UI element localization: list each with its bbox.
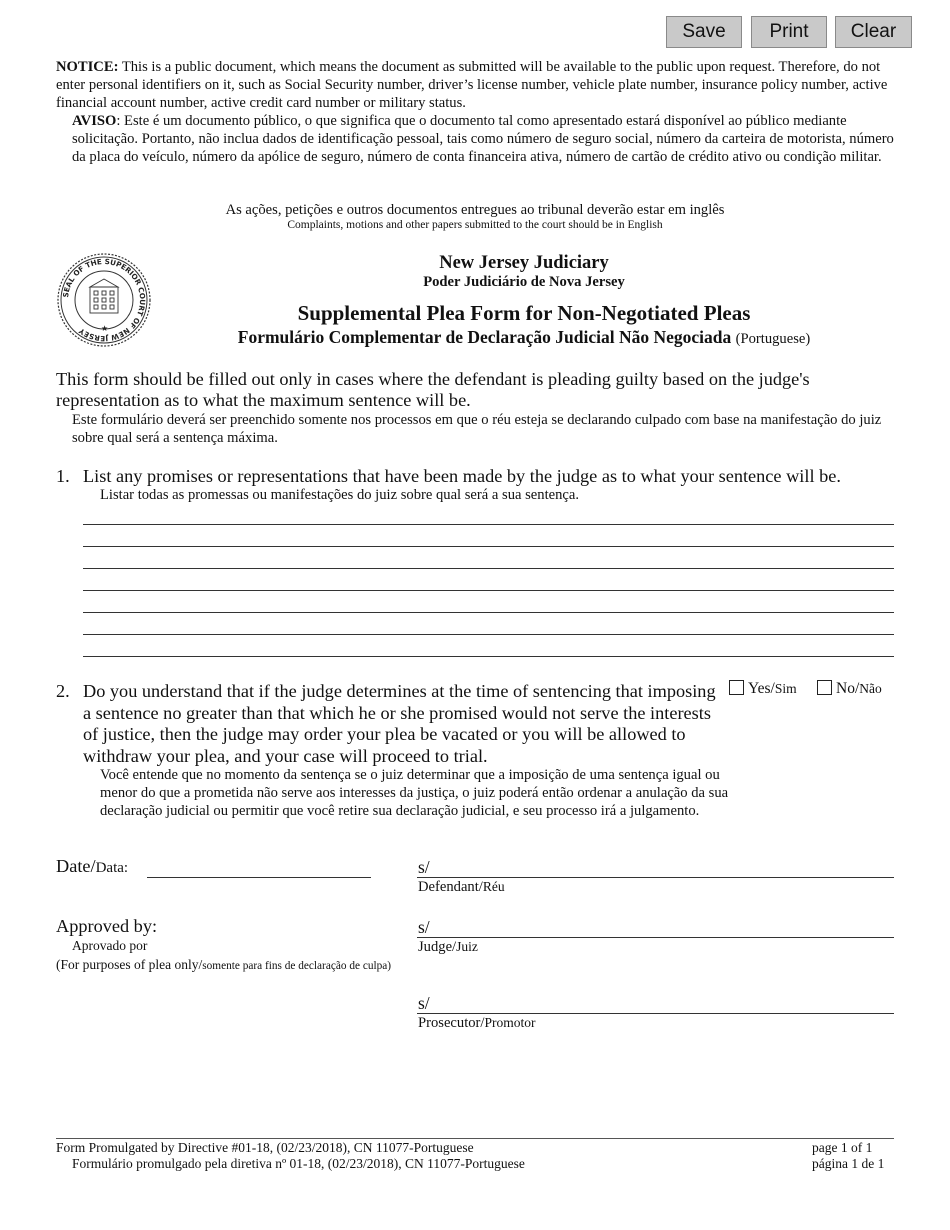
aviso-label: AVISO: [72, 113, 117, 129]
no-label-pt: Não: [859, 681, 882, 696]
clear-button[interactable]: Clear: [835, 16, 912, 48]
language-note-pt: As ações, petições e outros documentos entregues ao tribunal deverão estar em inglês: [225, 202, 725, 218]
aviso-text: : Este é um documento público, o que significa que o documento tal como apresentado estará disponível ao público mediante solicitação. Portanto, não inclua dados de identificação pessoal, tais como número de seguro social, número da carteira de motorista, número da placa do veículo, número da apólice de seguro, número de conta financeira ativa, número de cartão de crédito ativo ou condição militar.: [72, 113, 894, 165]
aviso-paragraph: [72, 112, 902, 166]
language-note-en: Complaints, motions and other papers submitted to the court should be in English: [287, 219, 663, 231]
answer-line-3[interactable]: [83, 568, 894, 569]
q2-text-pt: Você entende que no momento da sentença se o juiz determinar que a imposição de uma sentença igual ou menor do que a prometida não serve aos interesses da justiça, o juiz poderá então ordenar a anulação da sua declaração judicial ou permitir que você retire sua declaração judicial, e seu processo irá a julgamento.: [100, 767, 729, 819]
q2-text: Do you understand that if the judge determines at the time of sentencing that imposing a sentence no greater than that which he or she promised would not serve the interests of justice, then the judge may order your plea be vacated or you will be allowed to withdraw your plea, and your case will proceed to trial.: [83, 681, 716, 767]
plea-purposes-note: [56, 957, 391, 973]
plea-purposes-pt: somente para fins de declaração de culpa): [202, 960, 392, 972]
form-title-pt: Formulário Complementar de Declaração Judicial Não Negociada: [237, 327, 732, 347]
notice-text: This is a public document, which means the document as submitted will be available to the public upon request. Therefore, do not enter personal identifiers on it, such as Social Security number, driver’s license number, vehicle plate number, insurance policy number, active financial account number, active credit card number or military status.: [56, 59, 888, 111]
answer-line-6[interactable]: [83, 634, 894, 635]
notice-label: NOTICE:: [56, 59, 119, 75]
save-button[interactable]: Save: [666, 16, 742, 48]
date-label: [56, 856, 128, 877]
prosecutor-sig-prefix: s/: [418, 993, 430, 1013]
date-field[interactable]: [147, 877, 371, 878]
seal-text: SEAL OF THE SUPERIOR COURT OF NEW JERSEY: [61, 256, 148, 344]
prosecutor-label-pt: Promotor: [484, 1015, 536, 1030]
footer-rule: [56, 1138, 894, 1139]
approved-by-label: Approved by:: [56, 916, 158, 936]
no-checkbox[interactable]: [817, 680, 832, 695]
prosecutor-signature-field[interactable]: [417, 1013, 894, 1014]
judge-caption: [418, 939, 478, 956]
answer-line-5[interactable]: [83, 612, 894, 613]
print-button[interactable]: Print: [751, 16, 827, 48]
date-label-pt: Data:: [95, 860, 129, 876]
form-language: (Portuguese): [735, 331, 811, 347]
judge-signature-field[interactable]: [417, 937, 894, 938]
plea-purposes-en: (For purposes of plea only/: [56, 957, 203, 972]
q1-text: List any promises or representations that have been made by the judge as to what your sentence will be.: [83, 466, 841, 486]
form-title: Supplemental Plea Form for Non-Negotiated Pleas: [297, 301, 751, 325]
yes-label: Yes/: [748, 680, 775, 697]
answer-line-2[interactable]: [83, 546, 894, 547]
q2-number: 2.: [56, 681, 70, 701]
answer-line-7[interactable]: [83, 656, 894, 657]
answer-line-4[interactable]: [83, 590, 894, 591]
q1-number: 1.: [56, 466, 70, 486]
prosecutor-caption: [418, 1015, 536, 1032]
answer-line-1[interactable]: [83, 524, 894, 525]
q1-text-pt: Listar todas as promessas ou manifestações do juiz sobre qual será a sua sentença.: [100, 487, 580, 503]
judge-label-pt: Juiz: [456, 939, 478, 954]
footer-directive-pt: Formulário promulgado pela diretiva nº 01-18, (02/23/2018), CN 11077-Portuguese: [72, 1156, 525, 1171]
notice-paragraph: [56, 58, 896, 112]
footer-page-pt: página 1 de 1: [812, 1156, 885, 1171]
org-name-pt: Poder Judiciário de Nova Jersey: [423, 274, 625, 290]
yes-checkbox[interactable]: [729, 680, 744, 695]
defendant-label: Defendant/: [418, 879, 483, 895]
footer-directive-en: Form Promulgated by Directive #01-18, (02/23/2018), CN 11077-Portuguese: [56, 1140, 474, 1155]
date-label-en: Date/: [56, 856, 96, 876]
approved-by-label-pt: Aprovado por: [72, 938, 148, 953]
yes-label-pt: Sim: [774, 681, 797, 696]
defendant-caption: [418, 879, 505, 896]
svg-text:★: ★: [101, 324, 109, 333]
defendant-label-pt: Réu: [482, 879, 505, 894]
no-option[interactable]: [817, 680, 882, 698]
yes-option[interactable]: [729, 680, 797, 698]
footer-page-en: page 1 of 1: [812, 1140, 873, 1155]
no-label: No/: [836, 680, 860, 697]
defendant-signature-field[interactable]: [417, 877, 894, 878]
judge-sig-prefix: s/: [418, 917, 430, 937]
org-name: New Jersey Judiciary: [439, 253, 609, 273]
judge-label: Judge/: [418, 939, 457, 955]
defendant-sig-prefix: s/: [418, 857, 430, 877]
prosecutor-label: Prosecutor/: [418, 1015, 485, 1031]
form-title-pt-line: [0, 327, 950, 348]
intro-en: This form should be filled out only in cases where the defendant is pleading guilty based on the judge's representation as to what the maximum sentence will be.: [56, 369, 810, 410]
intro-pt: Este formulário deverá ser preenchido somente nos processos em que o réu esteja se declarando culpado com base na manifestação do juiz sobre qual será a sentença máxima.: [72, 412, 882, 446]
